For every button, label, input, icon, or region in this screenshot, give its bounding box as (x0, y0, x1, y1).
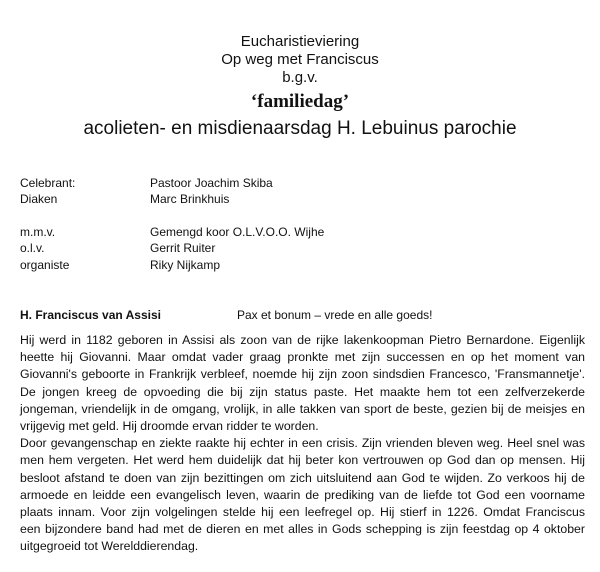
body-line: een bijzondere band had met de dieren en met alles in Gods schepping is zijn feestdag op 4 oktober (20, 522, 585, 537)
credit-value-organiste: Riky Nijkamp (150, 258, 221, 272)
body-line: Door gevangenschap en ziekte raakte hij echter in een crisis. Zijn vrienden bleven weg. Heel snel was (20, 436, 585, 451)
body-line: uitgegroeid tot Werelddierendag. (20, 539, 199, 554)
body-line: heette hij Giovanni. Maar omdat vader graag pronkte met zijn successen en op het moment van (20, 350, 585, 365)
section-motto: Pax et bonum – vrede en alle goeds! (237, 308, 433, 322)
body-line: vrijgevig met geld. Hij droomde ervan ridder te worden. (20, 419, 319, 434)
credit-value-mmv: Gemengd koor O.L.V.O.O. Wijhe (150, 225, 325, 239)
title-line-3: b.g.v. (282, 69, 318, 86)
section-heading: H. Franciscus van Assisi (20, 308, 161, 322)
title-subtitle: acolieten- en misdienaarsdag H. Lebuinus parochie (83, 118, 517, 139)
credit-label-diaken: Diaken (20, 192, 58, 206)
body-line: jongeman, vriendelijk in de omgang, vrolijk, in alle takken van sport de beste, gezien bij de meisjes en (20, 401, 585, 416)
credit-value-diaken: Marc Brinkhuis (150, 192, 230, 206)
credit-value-celebrant: Pastoor Joachim Skiba (150, 176, 273, 190)
title-familiedag: ‘familiedag’ (250, 91, 350, 112)
body-line: plaats innam. Voor zijn volgelingen stelde hij een leefregel op. Hij stierf in 1226. Omdat Franciscus (20, 505, 585, 520)
credit-value-olv: Gerrit Ruiter (150, 241, 216, 255)
credit-label-celebrant: Celebrant: (20, 176, 76, 190)
body-line: besloot afstand te doen van zijn bezittingen om zich uitsluitend aan God te wijden. Zo verkoos hij de (20, 470, 585, 485)
body-line: armoede en leidde een evangelisch leven, waarin de prediking van de liefde tot God een voorname (20, 487, 585, 502)
body-line: De jongen kreeg de opvoeding die bij zijn status paste. Het maakte hem tot een zelfverzekerde (20, 384, 585, 399)
body-line: Giovanni's geboorte in Frankrijk verbleef, noemde hij zijn zoon sindsdien Francesco, 'Fransmannetje'. (20, 367, 585, 382)
credit-label-organiste: organiste (20, 258, 70, 272)
body-line: men hem vergeten. Het werd hem duidelijk dat hij beter kon vertrouwen op God dan op mensen. Hij (20, 453, 585, 468)
body-paragraph (20, 332, 585, 556)
body-line: Hij werd in 1182 geboren in Assisi als zoon van de rijke lakenkoopman Pietro Bernardone. Eigenlijk (20, 333, 585, 347)
credit-label-mmv: m.m.v. (20, 225, 56, 239)
title-line-2: Op weg met Franciscus (221, 51, 379, 68)
title-line-1: Eucharistieviering (240, 33, 360, 50)
credit-label-olv: o.l.v. (20, 241, 45, 255)
